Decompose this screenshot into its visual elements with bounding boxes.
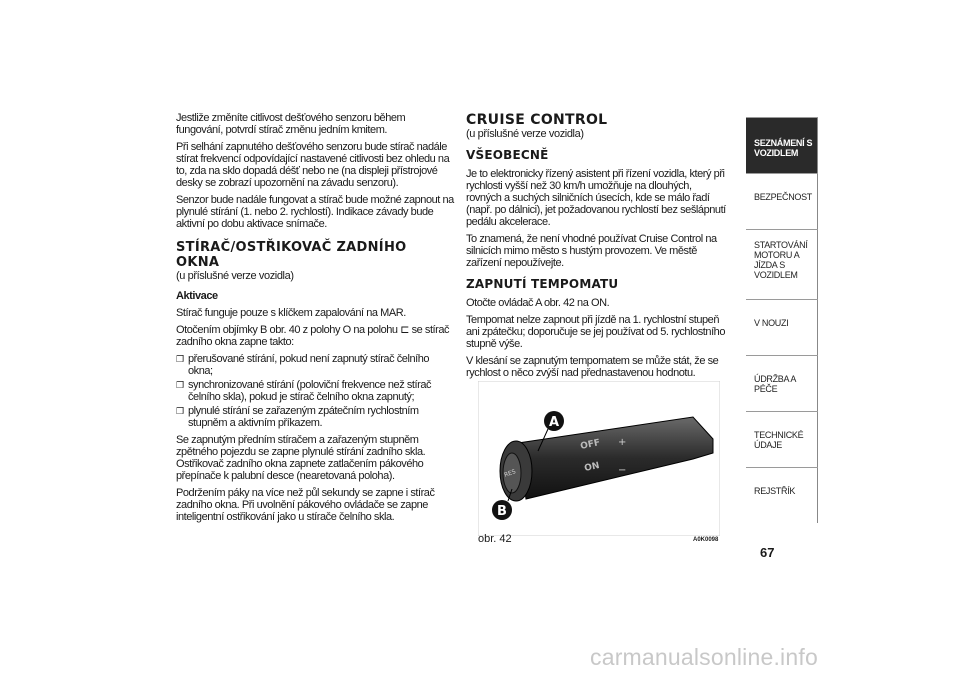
bullet-icon: ❒	[176, 406, 184, 416]
subsection-heading: VŠEOBECNĚ	[466, 148, 549, 162]
left-column	[176, 112, 454, 528]
tab-startovani[interactable]: STARTOVÁNÍ MOTORU A JÍZDA S VOZIDLEM	[746, 229, 818, 299]
paragraph: Tempomat nelze zapnout při jízdě na 1. rychlostní stupeň ani zpátečku; doporučuje se jej používat od 5. rychlostního stupně výše.	[466, 314, 726, 350]
tab-rejstrik[interactable]: REJSTŘÍK	[746, 467, 818, 523]
list-item: ❒ plynulé stírání se zařazeným zpátečním rychlostním stupněm a aktivním příkazem.	[176, 405, 419, 429]
lever-illustration	[478, 381, 720, 536]
section-heading: STÍRAČ/OSTŘIKOVAČ ZADNÍHO OKNA	[176, 240, 407, 270]
paragraph: Otočením objímky B obr. 40 z polohy O na polohu ⊏ se stírač zadního okna zapne takto:	[176, 324, 450, 348]
lever-on-label: ON	[583, 460, 601, 474]
list-item: ❒ přerušované stírání, pokud není zapnutý stírač čelního okna;	[176, 353, 430, 377]
callout-a-label: A	[549, 415, 560, 430]
figure-caption: obr. 42	[478, 533, 512, 545]
lever-off-label: OFF	[579, 438, 602, 452]
callout-b-label: B	[497, 504, 507, 519]
bullet-icon: ❒	[176, 354, 184, 364]
paragraph: Otočte ovládač A obr. 42 na ON.	[466, 297, 610, 309]
section-heading: CRUISE CONTROL	[466, 112, 608, 128]
paragraph: Senzor bude nadále fungovat a stírač bude možné zapnout na plynulé stírání (1. nebo 2. rychlostí). Indikace závady bude aktivní po dobu aktivace snímače.	[176, 194, 454, 230]
paragraph: Se zapnutým předním stíračem a zařazeným stupněm zpětného pojezdu se zapne plynulé stírání zadního skla. Ostřikovač zadního okna zapnete zatlačením pákového přepínače k palubní desce (nearetovaná poloha).	[176, 434, 426, 482]
list-item: ❒ synchronizované stírání (poloviční frekvence než stírač čelního skla), pokud je stírač čelního okna zapnutý;	[176, 379, 432, 403]
minus-icon: −	[618, 465, 627, 476]
paragraph: To znamená, že není vhodné používat Cruise Control na silnicích mimo město s hustým provozem. Ve městě zařízení nepoužívejte.	[466, 233, 717, 269]
subsection-title: Aktivace	[176, 290, 218, 302]
bullet-list	[176, 353, 454, 429]
middle-column	[466, 112, 728, 384]
subsection-heading: ZAPNUTÍ TEMPOMATU	[466, 277, 619, 291]
tab-v-nouzi[interactable]: V NOUZI	[746, 299, 818, 355]
lever-res-label: RES	[503, 468, 517, 479]
figure-code: A0K0098	[693, 537, 719, 543]
chapter-tabs	[746, 117, 818, 523]
paragraph: Podržením páky na více než půl sekundy se zapne i stírač zadního okna. Při uvolnění pákového ovládače se zapne inteligentní ostřikování jako u stírače čelního skla.	[176, 487, 435, 523]
paragraph: Je to elektronicky řízený asistent při řízení vozidla, který při rychlosti vyšší než 30 km/h umožňuje na dlouhých, rovných a suchých silničních úsecích, kde se málo řadí (např. po dálnici), jet požadovanou rychlostí bez sešlápnutí pedálu akcelerace.	[466, 168, 726, 228]
paragraph: Při selhání zapnutého dešťového senzoru bude stírač nadále stírat frekvencí odpovídající nastavené citlivosti bez ohledu na to, zda na sklo dopadá déšť nebo ne (na displeji přístrojové desky se zobrazí upozornění na závadu senzoru).	[176, 141, 450, 189]
watermark: carmanualsonline.info	[590, 644, 818, 670]
tab-udrzba[interactable]: ÚDRŽBA A PÉČE	[746, 355, 818, 411]
plus-icon: +	[618, 437, 627, 448]
paragraph: Stírač funguje pouze s klíčkem zapalování na MAR.	[176, 307, 406, 319]
section-subheading: (u příslušné verze vozidla)	[176, 270, 294, 282]
paragraph: Jestliže změníte citlivost dešťového senzoru během fungování, potvrdí stírač změnu jedním kmitem.	[176, 112, 406, 136]
cruise-lever-figure	[478, 381, 720, 536]
page-number: 67	[760, 545, 775, 560]
section-subheading: (u příslušné verze vozidla)	[466, 128, 584, 140]
tab-seznameni[interactable]: SEZNÁMENÍ S VOZIDLEM	[746, 117, 818, 173]
tab-bezpecnost[interactable]: BEZPEČNOST	[746, 173, 818, 229]
bullet-icon: ❒	[176, 380, 184, 390]
tab-technicke-udaje[interactable]: TECHNICKÉ ÚDAJE	[746, 411, 818, 467]
paragraph: V klesání se zapnutým tempomatem se může stát, že se rychlost o něco zvýší nad přednastavenou hodnotu.	[466, 355, 719, 379]
